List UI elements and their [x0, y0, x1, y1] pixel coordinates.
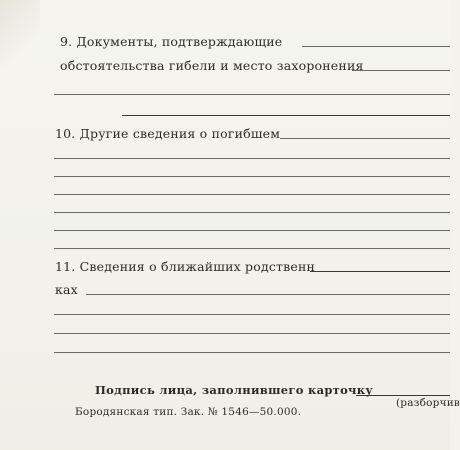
item10-fill-line-2[interactable] — [54, 158, 450, 159]
item10-fill-line-6[interactable] — [54, 230, 450, 231]
item11-fill-line-3[interactable] — [54, 314, 450, 315]
paper-fold-shadow — [0, 0, 40, 70]
printer-imprint: Бородянская тип. Зак. № 1546—50.000. — [75, 406, 302, 418]
item11-fill-line-5[interactable] — [54, 352, 450, 353]
item11-fill-line-4[interactable] — [54, 333, 450, 334]
item11-label-line2: ках — [55, 282, 78, 297]
item11-fill-line-1[interactable] — [310, 271, 450, 272]
item11-label-line1: 11. Сведения о ближайших родственн — [55, 259, 316, 274]
item9-label-line2: обстоятельства гибели и место захоронения — [60, 58, 364, 73]
item10-fill-line-5[interactable] — [54, 212, 450, 213]
item9-fill-line-4[interactable] — [122, 115, 450, 116]
item9-fill-line-1[interactable] — [302, 46, 450, 47]
item10-fill-line-4[interactable] — [54, 194, 450, 195]
signature-label: Подпись лица, заполнившего карточку — [95, 383, 374, 397]
item10-label: 10. Другие сведения о погибшем — [55, 126, 281, 141]
item11-fill-line-2[interactable] — [86, 294, 450, 295]
signature-line[interactable] — [356, 395, 450, 396]
item10-fill-line-1[interactable] — [280, 138, 450, 139]
item10-fill-line-3[interactable] — [54, 176, 450, 177]
item9-fill-line-3[interactable] — [54, 94, 450, 95]
item9-fill-line-2[interactable] — [352, 70, 450, 71]
signature-note: (разборчив — [396, 397, 460, 409]
item9-label-line1: 9. Документы, подтверждающие — [60, 34, 283, 49]
item10-fill-line-7[interactable] — [54, 248, 450, 249]
